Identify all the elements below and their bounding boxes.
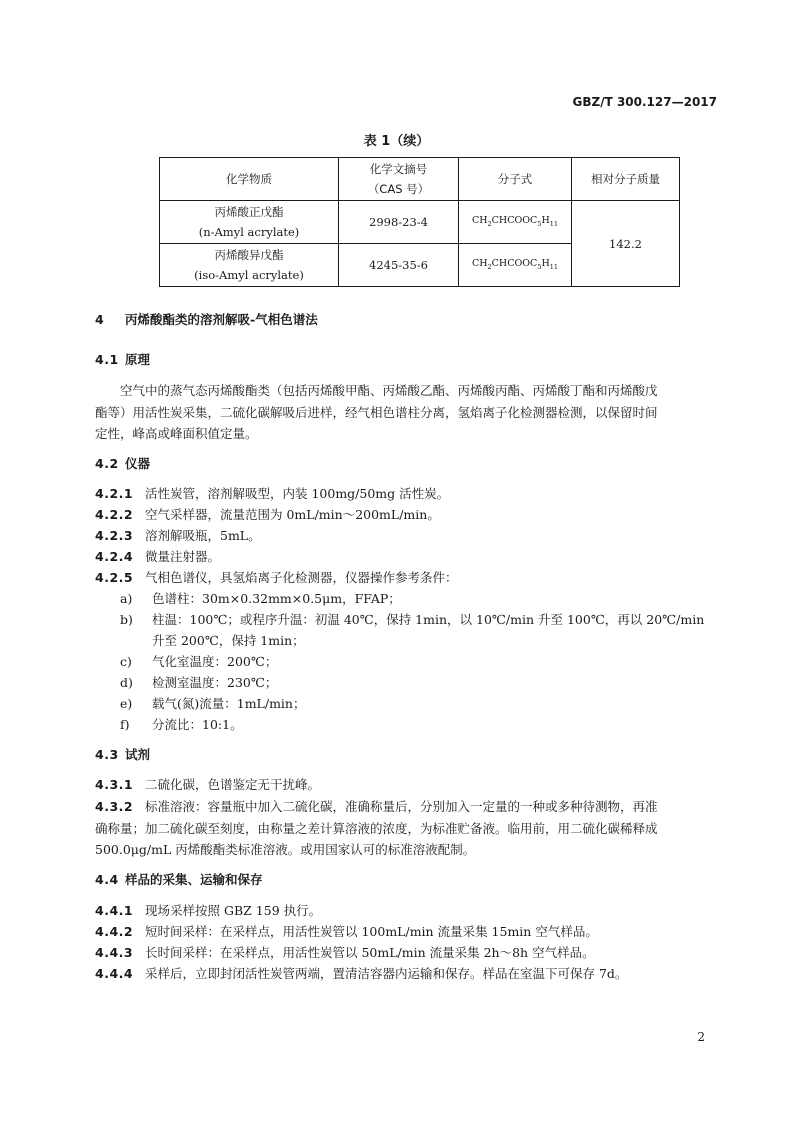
- list-item: 4.4.4 采样后，立即封闭活性炭管两端，置清洁容器内运输和保存。样品在室温下可保存 7d。: [95, 966, 628, 981]
- condition-item: a) 色谱柱：30m×0.32mm×0.5μm，FFAP；: [120, 591, 401, 606]
- substance-cell: [160, 244, 339, 287]
- substance-name-cn: 丙烯酸正戊酯: [214, 205, 284, 219]
- subsection-heading: 4.2 仪器: [95, 456, 151, 471]
- paragraph-line: 空气中的蒸气态丙烯酸酯类（包括丙烯酸甲酯、丙烯酸乙酯、丙烯酸丙酯、丙烯酸丁酯和丙烯酸戊: [120, 383, 658, 398]
- table-row: [160, 201, 680, 244]
- list-item: 4.4.1 现场采样按照 GBZ 159 执行。: [95, 903, 322, 918]
- list-item: 4.2.3 溶剂解吸瓶，5mL。: [95, 528, 261, 543]
- condition-item: e) 载气(氮)流量：1mL/min；: [120, 696, 306, 711]
- standard-code: GBZ/T 300.127—2017: [572, 95, 717, 109]
- header-mass: 相对分子质量: [572, 158, 680, 201]
- mass-cell: 142.2: [572, 201, 680, 287]
- subsection-heading: 4.3 试剂: [95, 747, 151, 762]
- cas-cell: 2998-23-4: [339, 201, 459, 244]
- formula-cell: $CH_2CHCOOC_5H_{11}$: [459, 244, 572, 287]
- header-substance: 化学物质: [160, 158, 339, 201]
- paragraph-line: 酯等）用活性炭采集，二硫化碳解吸后进样，经气相色谱柱分离，氢焰离子化检测器检测，以保留时间: [95, 404, 658, 420]
- page-number: 2: [697, 1030, 705, 1044]
- list-item: 4.2.1 活性炭管，溶剂解吸型，内装 100mg/50mg 活性炭。: [95, 486, 450, 501]
- subsection-heading: 4.1 原理: [95, 352, 151, 367]
- paragraph-line: 500.0μg/mL 丙烯酸酯类标准溶液。或用国家认可的标准溶液配制。: [95, 842, 476, 857]
- substance-cell: [160, 201, 339, 244]
- header-cas-line2: （CAS 号）: [367, 182, 430, 196]
- substance-name-cn: 丙烯酸异戊酯: [214, 248, 284, 262]
- list-item: 4.4.2 短时间采样：在采样点，用活性炭管以 100mL/min 流量采集 15min 空气样品。: [95, 924, 598, 939]
- header-cas-line1: 化学文摘号: [369, 162, 428, 176]
- substance-name-en: (iso-Amyl acrylate): [194, 268, 304, 282]
- list-item: 4.2.2 空气采样器，流量范围为 0mL/min～200mL/min。: [95, 507, 440, 522]
- list-item: 4.4.3 长时间采样：在采样点，用活性炭管以 50mL/min 流量采集 2h～8h 空气样品。: [95, 945, 595, 960]
- standard-solution-paragraph: [95, 796, 717, 861]
- header-formula: 分子式: [459, 158, 572, 201]
- table-header-row: [160, 158, 680, 201]
- table-title: 表 1（续）: [363, 134, 430, 149]
- condition-item: d) 检测室温度：230℃；: [120, 675, 278, 690]
- list-item: 4.2.4 微量注射器。: [95, 549, 221, 564]
- formula-cell: $CH_2CHCOOC_5H_{11}$: [459, 201, 572, 244]
- subsection-heading: 4.4 样品的采集、运输和保存: [95, 872, 263, 887]
- cas-cell: 4245-35-6: [339, 244, 459, 287]
- condition-item: c) 气化室温度：200℃；: [120, 654, 278, 669]
- section-heading: 4 丙烯酸酯类的溶剂解吸-气相色谱法: [95, 312, 318, 327]
- header-cas: [339, 158, 459, 201]
- list-item: 4.2.5 气相色谱仪，具氢焰离子化检测器，仪器操作参考条件：: [95, 570, 458, 585]
- condition-item: b) 柱温：100℃；或程序升温：初温 40℃，保持 1min，以 10℃/min 升至 100℃，再以 20℃/min: [120, 612, 705, 627]
- condition-item: f) 分流比：10:1。: [120, 717, 243, 732]
- substance-name-en: (n-Amyl acrylate): [198, 225, 300, 239]
- substance-table: [159, 157, 680, 287]
- principle-paragraph: [95, 380, 717, 445]
- condition-item: 升至 200℃，保持 1min；: [152, 633, 305, 648]
- paragraph-line: 4.3.2 标准溶液：容量瓶中加入二硫化碳，准确称量后，分别加入一定量的一种或多种待测物，再准: [95, 799, 658, 814]
- paragraph-line: 定性，峰高或峰面积值定量。: [95, 426, 258, 441]
- list-item: 4.3.1 二硫化碳，色谱鉴定无干扰峰。: [95, 777, 321, 792]
- paragraph-line: 确称量；加二硫化碳至刻度，由称量之差计算溶液的浓度，为标准贮备液。临用前，用二硫化碳稀释成: [95, 820, 658, 836]
